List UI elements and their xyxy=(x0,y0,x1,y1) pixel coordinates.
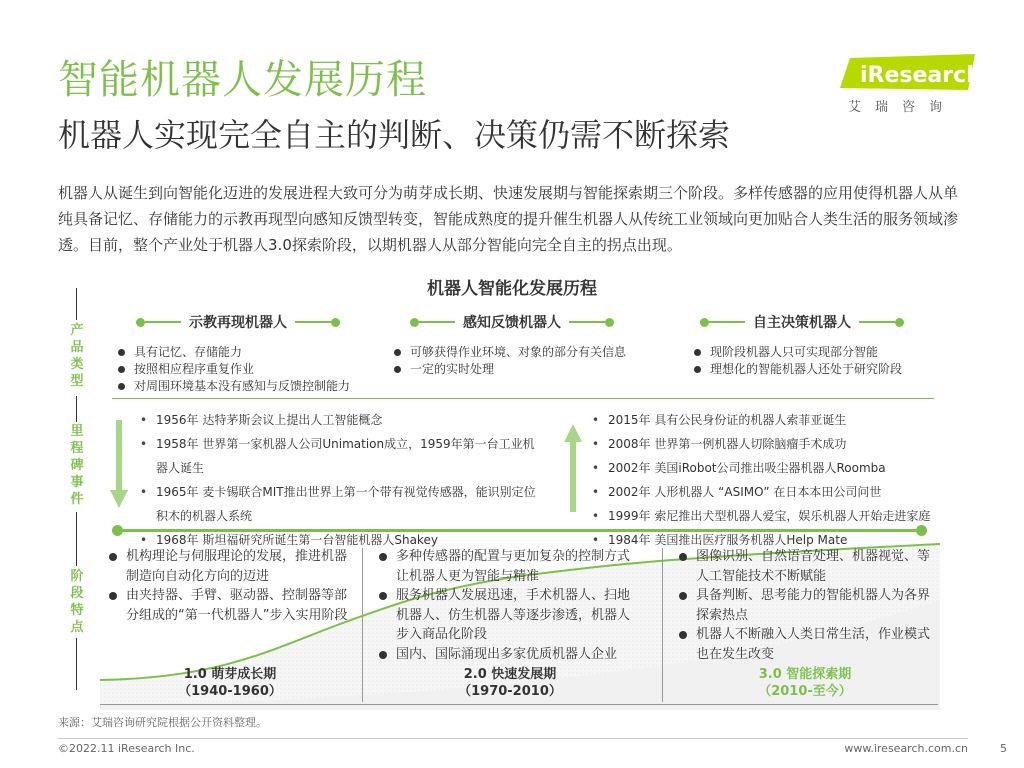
category-header-autonomous-decision xyxy=(700,310,904,334)
list-item: 图像识别、自然语音处理、机器视觉、等人工智能技术不断赋能 xyxy=(676,547,936,586)
list-item: 具备判断、思考能力的智能机器人为各界探索热点 xyxy=(676,586,936,625)
list-item: • 1958年 世界第一家机器人公司Unimation成立，1959年第一台工业机器人诞生 xyxy=(136,432,536,480)
list-item: • 2008年 世界第一例机器人切除脑瘤手术成功 xyxy=(588,432,968,456)
stage-label: 3.0 智能探索期 xyxy=(758,667,852,682)
category-line xyxy=(859,321,895,323)
page-number: 5 xyxy=(1000,742,1007,755)
list-item: 可够获得作业环境、对象的部分有关信息 xyxy=(392,344,644,361)
stage-name-3 xyxy=(680,666,930,700)
category-header-sensing-feedback xyxy=(410,310,614,334)
list-item: 一定的实时处理 xyxy=(392,361,644,378)
list-item: 服务机器人发展迅速，手术机器人、扫地机器人、仿生机器人等逐步渗透，机器人步入商品化阶段 xyxy=(376,586,642,645)
stage-years: （1970-2010） xyxy=(458,684,562,699)
list-item: • 1984年 美国推出医疗服务机器人Help Mate xyxy=(588,528,968,552)
arrow-down-icon xyxy=(108,420,130,510)
list-item: • 1968年 斯坦福研究所诞生第一台智能机器人Shakey xyxy=(136,528,536,552)
category-dot xyxy=(410,318,419,327)
list-item: • 1999年 索尼推出犬型机器人爱宝，娱乐机器人开始走进家庭 xyxy=(588,504,968,528)
category-points-teach-playback xyxy=(116,344,376,395)
copyright: ©2022.11 iResearch Inc. xyxy=(58,742,195,755)
category-header-teach-playback xyxy=(136,310,340,334)
category-label: 示教再现机器人 xyxy=(189,315,287,331)
category-dot xyxy=(331,318,340,327)
list-item: 机器人不断融入人类日常生活，作业模式也在发生改变 xyxy=(676,625,936,664)
side-rule xyxy=(76,638,77,690)
category-line xyxy=(569,321,605,323)
iresearch-logo xyxy=(840,54,980,114)
category-dot xyxy=(895,318,904,327)
category-line xyxy=(419,321,455,323)
stage-name-1 xyxy=(110,666,350,700)
list-item: 对周围环境基本没有感知与反馈控制能力 xyxy=(116,378,376,395)
side-rule xyxy=(76,512,77,566)
list-item: 由夹持器、手臂、驱动器、控制器等部分组成的“第一代机器人”步入实用阶段 xyxy=(106,586,350,625)
category-line xyxy=(145,321,181,323)
list-item: 理想化的智能机器人还处于研究阶段 xyxy=(692,361,942,378)
side-label-stage-features: 阶段特点 xyxy=(70,569,84,635)
stage-points-3 xyxy=(676,547,936,664)
stage-separator xyxy=(662,548,663,702)
stage-separator xyxy=(362,548,363,702)
section-divider xyxy=(112,398,934,399)
list-item: 现阶段机器人只可实现部分智能 xyxy=(692,344,942,361)
stage-points-1 xyxy=(106,547,350,625)
category-label: 感知反馈机器人 xyxy=(463,315,561,331)
side-rule xyxy=(76,396,77,422)
list-item: • 1965年 麦卡锡联合MIT推出世界上第一个带有视觉传感器，能识别定位积木的机器人系统 xyxy=(136,480,536,528)
footer-rule xyxy=(58,738,968,739)
logo-chinese-name: 艾瑞咨询 xyxy=(848,100,957,115)
list-item: • 2002年 美国iRobot公司推出吸尘器机器人Roomba xyxy=(588,456,968,480)
page-subtitle: 机器人实现完全自主的判断、决策仍需不断探索 xyxy=(58,116,731,154)
stage-points-2 xyxy=(376,547,642,664)
timeline-line xyxy=(120,529,920,532)
timeline-start-dot xyxy=(112,525,123,536)
diagram-title: 机器人智能化发展历程 xyxy=(427,279,597,299)
category-line xyxy=(295,321,331,323)
stage-bottom-rule xyxy=(100,704,938,705)
category-points-sensing-feedback xyxy=(392,344,644,378)
stage-years: （2010-至今） xyxy=(758,684,852,699)
side-rule xyxy=(76,288,77,320)
stage-label: 2.0 快速发展期 xyxy=(463,667,557,682)
list-item: • 2015年 具有公民身份证的机器人索菲亚诞生 xyxy=(588,408,968,432)
arrow-up-icon xyxy=(562,422,584,512)
category-dot xyxy=(605,318,614,327)
source-note: 来源：艾瑞咨询研究院根据公开资料整理。 xyxy=(58,716,267,729)
stage-label: 1.0 萌芽成长期 xyxy=(183,667,277,682)
category-points-autonomous-decision xyxy=(692,344,942,378)
timeline-end-dot xyxy=(916,525,927,536)
stage-name-2 xyxy=(380,666,640,700)
category-dot xyxy=(136,318,145,327)
category-dot xyxy=(700,318,709,327)
category-line xyxy=(709,321,745,323)
list-item: 机构理论与伺服理论的发展，推进机器制造向自动化方向的迈进 xyxy=(106,547,350,586)
category-label: 自主决策机器人 xyxy=(753,315,851,331)
intro-paragraph: 机器人从诞生到向智能化迈进的发展进程大致可分为萌芽成长期、快速发展期与智能探索期三个阶段。多样传感器的应用使得机器人从单纯具备记忆、存储能力的示教再现型向感知反馈型转变，智能成熟度的提升催生机器人从传统工业领域向更加贴合人类生活的服务领域渗透。目前，整个产业处于机器人3.0探索阶段，以期机器人从部分智能向完全自主的拐点出现。 xyxy=(58,184,959,254)
list-item: 按照相应程序重复作业 xyxy=(116,361,376,378)
list-item: 国内、国际涌现出多家优质机器人企业 xyxy=(376,645,642,665)
stage-years: （1940-1960） xyxy=(178,684,282,699)
side-label-product-type: 产品类型 xyxy=(70,323,84,389)
logo-wordmark: iResearch xyxy=(860,63,982,88)
list-item: 多种传感器的配置与更加复杂的控制方式让机器人更为智能与精准 xyxy=(376,547,642,586)
list-item: • 2002年 人形机器人 “ASIMO” 在日本本田公司问世 xyxy=(588,480,968,504)
page-title: 智能机器人发展历程 xyxy=(58,57,427,103)
side-label-milestones: 里程碑事件 xyxy=(70,424,84,507)
list-item: • 1956年 达特茅斯会议上提出人工智能概念 xyxy=(136,408,536,432)
list-item: 具有记忆、存储能力 xyxy=(116,344,376,361)
website-link[interactable]: www.iresearch.com.cn xyxy=(844,742,968,755)
